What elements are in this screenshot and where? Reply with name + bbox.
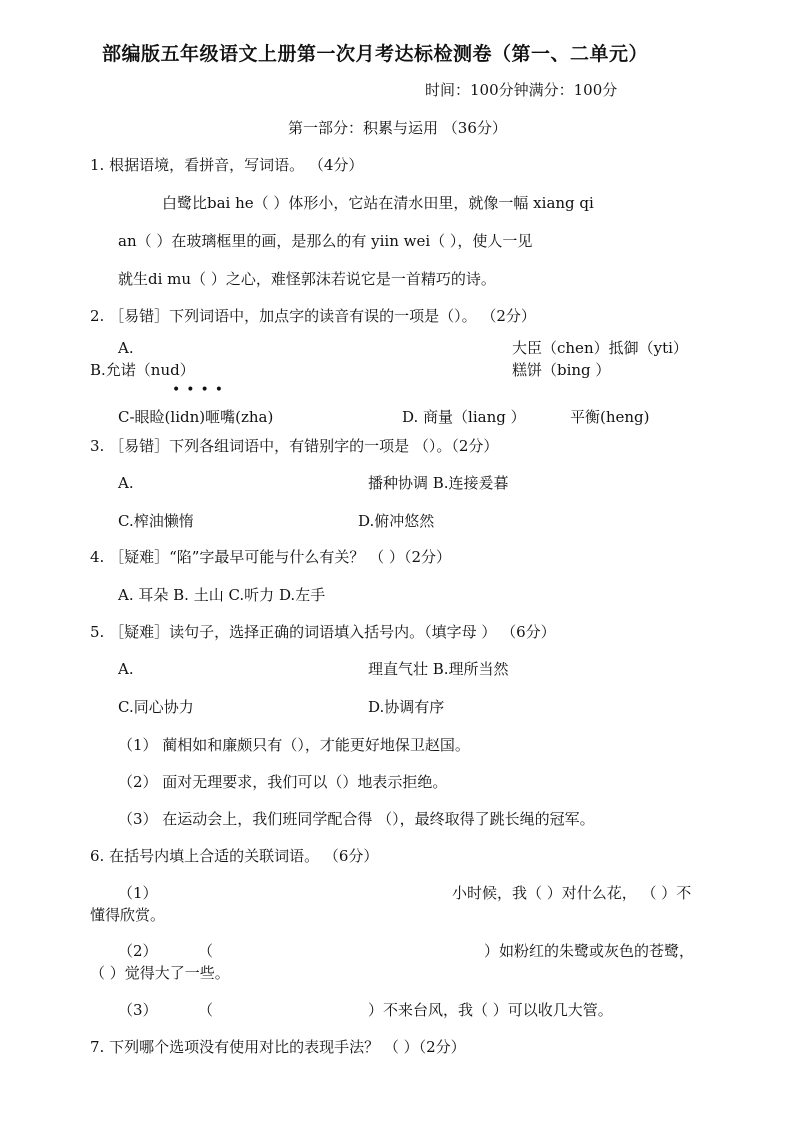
question-5-sentence-3: （3） 在运动会上，我们班同学配合得 （），最终取得了跳长绳的冠军。 [118,810,595,828]
question-2-option-b-text: 糕饼（bing ） [512,361,611,379]
question-6-stem: 6. 在括号内填上合适的关联词语。 （6分） [90,847,379,865]
question-4-stem: 4. ［疑难］“陷”字最早可能与什么有关？ （ ）（2分） [90,548,451,566]
question-2-option-c: C-眼睑(lidn)咂嘴(zha) [118,408,274,426]
question-1-stem: 1. 根据语境，看拼音，写词语。 （4分） [90,156,364,174]
question-6-item-1-continued: 懂得欣赏。 [90,906,166,924]
question-6-item-3-text: ）不来台风，我（ ）可以收几大管。 [368,1001,613,1019]
question-2-option-d-text: 平衡(heng) [570,408,650,426]
question-1-line-2: an（ ）在玻璃框里的画，是那么的有 yiin wei（ ），使人一见 [118,232,533,250]
page-title: 部编版五年级语文上册第一次月考达标检测卷（第一、二单元） [102,43,649,65]
question-3-option-a-text: 播种协调 B.连接爰暮 [368,474,509,492]
question-5-stem: 5. ［疑难］读句子，选择正确的词语填入括号内。（填字母 ） （6分） [90,623,556,641]
emphasis-dots: •••• [172,382,230,398]
question-5-option-a-label: A. [118,660,134,678]
question-5-option-d: D.协调有序 [368,698,445,716]
question-6-item-2-number: （2） [118,942,158,960]
question-5-option-a-text: 理直气壮 B.理所当然 [368,660,509,678]
question-5-option-c: C.同心协力 [118,698,194,716]
question-2-option-a-label: A. [118,339,134,357]
question-1-line-1: 白鹭比bai he（ ）体形小，它站在清水田里，就像一幅 xiang qi [162,194,594,212]
question-6-item-1-number: （1） [118,884,158,902]
question-6-item-2-text: ）如粉红的朱鹭或灰色的苍鹭， [484,942,695,960]
question-1-line-3: 就生di mu（ ）之心，难怪郭沫若说它是一首精巧的诗。 [118,270,496,288]
question-2-option-a-text: 大臣（chen）抵御（yti） [512,339,688,357]
question-7-stem: 7. 下列哪个选项没有使用对比的表现手法？ （ ）（2分） [90,1038,466,1056]
question-3-option-d: D.俯冲悠然 [358,512,435,530]
question-2-option-b: B.允诺（nud） [90,361,195,379]
question-6-item-2-continued: （ ）觉得大了一些。 [90,964,230,982]
question-3-stem: 3. ［易错］下列各组词语中，有错别字的一项是 （）。（2分） [90,437,499,455]
question-2-option-d: D. 商量（liang ） [402,408,526,426]
question-3-option-a-label: A. [118,474,134,492]
question-6-item-3-number: （3） [118,1001,158,1019]
question-5-sentence-2: （2） 面对无理要求，我们可以（）地表示拒绝。 [118,773,448,791]
question-6-item-1-text: 小时候，我（ ）对什么花， （ ）不 [452,884,692,902]
question-5-sentence-1: （1） 蔺相如和廉颇只有（），才能更好地保卫赵国。 [118,736,470,754]
question-6-item-2-bracket: （ [198,942,214,960]
question-4-options: A. 耳朵 B. 土山 C.听力 D.左手 [118,586,326,604]
question-6-item-3-bracket: （ [198,1001,214,1019]
question-2-stem: 2. ［易错］下列词语中，加点字的读音有误的一项是（）。 （2分） [90,307,536,325]
section-heading: 第一部分：积累与运用 （36分） [288,119,507,137]
time-info: 时间：100分钟满分：100分 [425,81,618,99]
question-3-option-c: C.榨油懒惰 [118,512,194,530]
